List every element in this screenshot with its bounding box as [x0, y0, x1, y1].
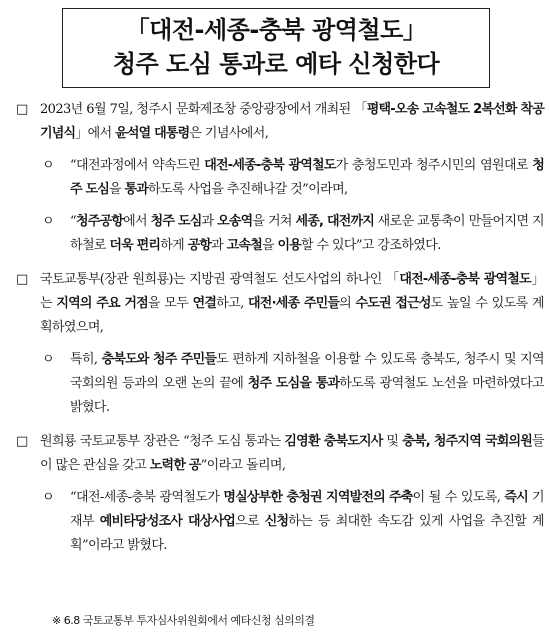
- circle-bullet: ㅇ: [42, 490, 54, 505]
- text-run: 도 편하게 지하철을 이용할 수 있도록 충북도, 청주시 및 지역 국회의원 등과의 오랜 논의 끝에: [70, 352, 544, 391]
- bold-text-run: 고속철: [226, 238, 262, 253]
- text-run: “대전-세종-충북 광역철도가: [70, 490, 224, 505]
- text-run: 의: [339, 296, 356, 311]
- text-run: ”이라고 돌리며,: [200, 458, 286, 473]
- paragraph-7: [14, 486, 544, 558]
- text-run: “: [70, 214, 77, 229]
- circle-bullet: ㅇ: [42, 214, 54, 229]
- text-run: 하고,: [216, 296, 249, 311]
- bold-text-run: 청주 도심: [70, 158, 545, 197]
- paragraph-text: [70, 352, 544, 415]
- paragraph-text: [40, 272, 544, 335]
- square-bullet: □: [16, 102, 28, 117]
- bold-text-run: 대전-세종-충북 광역철도: [204, 158, 336, 173]
- text-run: 원희룡 국토교통부 장관은 “청주 도심 통과는: [40, 434, 285, 449]
- paragraph-5: [14, 348, 544, 420]
- bold-text-run: 충북, 청주지역 국회의원: [402, 434, 533, 449]
- text-run: 2023년 6월 7일, 청주시 문화제조창 중앙광장에서 개최된 「: [40, 102, 367, 117]
- text-run: 특히,: [70, 352, 102, 367]
- text-run: 과: [211, 238, 227, 253]
- text-run: 하는 등 최대한 속도감 있게 사업을 추진할 계획”이라고 밝혔다.: [70, 514, 544, 553]
- title-box: [62, 8, 490, 88]
- paragraph-2: [14, 154, 544, 202]
- bold-text-run: 통과: [124, 182, 149, 197]
- bold-text-run: 오송역: [217, 214, 253, 229]
- footnote: ※ 6.8 국토교통부 투자심사위원회에서 예타신청 심의의결: [52, 614, 315, 627]
- bold-text-run: 노력한 공: [149, 458, 201, 473]
- text-run: 도 높일 수 있도록 계획하였으며,: [40, 296, 545, 335]
- text-run: 하도록 사업을 추진해나갈 것”이라며,: [148, 182, 348, 197]
- bold-text-run: 이용: [277, 238, 301, 253]
- bold-text-run: 명실상부한 충청권 지역발전의 주축: [223, 490, 413, 505]
- text-run: 」는: [40, 272, 544, 311]
- bold-text-run: 윤석열 대통령: [115, 126, 190, 141]
- text-run: 새로운 교통축이 만들어지면 지하철로: [70, 214, 544, 253]
- bold-text-run: 즉시: [504, 490, 528, 505]
- paragraph-text: [40, 434, 544, 473]
- text-run: 하도록 광역철도 노선을 마련하였다고 밝혔다.: [70, 376, 544, 415]
- text-run: 과: [201, 214, 218, 229]
- paragraph-6: [14, 430, 544, 478]
- bold-text-run: 청주 도심을 통과: [247, 376, 340, 391]
- paragraph-1: [14, 98, 544, 146]
- paragraph-4: [14, 268, 544, 340]
- text-run: 하게: [160, 238, 188, 253]
- text-run: 은 기념사에서,: [189, 126, 269, 141]
- bold-text-run: 평택-오송 고속철도 2복선화 착공 기념식: [40, 102, 544, 141]
- bold-text-run: 청주 도심: [150, 214, 202, 229]
- paragraph-text: [40, 102, 544, 141]
- bold-text-run: 수도권 접근성: [355, 296, 431, 311]
- text-run: 할 수 있다”고 강조하였다.: [300, 238, 441, 253]
- text-run: 기재부: [70, 490, 544, 529]
- bold-text-run: 충북도와 청주 주민들: [101, 352, 217, 367]
- bold-text-run: 더욱 편리: [109, 238, 161, 253]
- bold-text-run: 김영환 충북도지사: [284, 434, 383, 449]
- bold-text-run: 세종, 대전까지: [295, 214, 375, 229]
- text-run: 국토교통부(장관 원희룡)는 지방권 광역철도 선도사업의 하나인 「: [40, 272, 400, 287]
- title-line-1: 「대전-세종-충북 광역철도」: [125, 16, 427, 44]
- paragraph-text: [70, 158, 544, 197]
- bold-text-run: 대전-세종-충북 광역철도: [399, 272, 531, 287]
- text-run: 및: [382, 434, 403, 449]
- bold-text-run: 공항: [187, 238, 212, 253]
- title-line-2: 청주 도심 통과로 예타 신청한다: [112, 50, 440, 78]
- text-run: 이 될 수 있도록,: [412, 490, 505, 505]
- paragraph-text: [70, 214, 544, 253]
- text-run: 을 거쳐: [252, 214, 296, 229]
- circle-bullet: ㅇ: [42, 352, 54, 367]
- bold-text-run: 예비타당성조사 대상사업: [99, 514, 236, 529]
- bold-text-run: 지역의 주요 거점: [56, 296, 148, 311]
- bold-text-run: 청주공항: [76, 214, 124, 229]
- text-run: 을: [109, 182, 125, 197]
- square-bullet: □: [16, 434, 28, 449]
- text-run: 」에서: [75, 126, 116, 141]
- text-run: 으로: [235, 514, 265, 529]
- body-content: [14, 98, 544, 558]
- paragraph-3: [14, 210, 544, 258]
- bold-text-run: 대전·세종 주민들: [248, 296, 340, 311]
- bold-text-run: 연결: [192, 296, 217, 311]
- paragraph-text: [70, 490, 544, 553]
- text-run: 에서: [123, 214, 151, 229]
- bold-text-run: 신청: [264, 514, 289, 529]
- text-run: 을 모두: [147, 296, 193, 311]
- circle-bullet: ㅇ: [42, 158, 54, 173]
- text-run: 가 충청도민과 청주시민의 염원대로: [335, 158, 533, 173]
- text-run: “대전과정에서 약속드린: [70, 158, 205, 173]
- square-bullet: □: [16, 272, 28, 287]
- text-run: 을: [261, 238, 278, 253]
- text-run: 들이 많은 관심을 갖고: [40, 434, 545, 473]
